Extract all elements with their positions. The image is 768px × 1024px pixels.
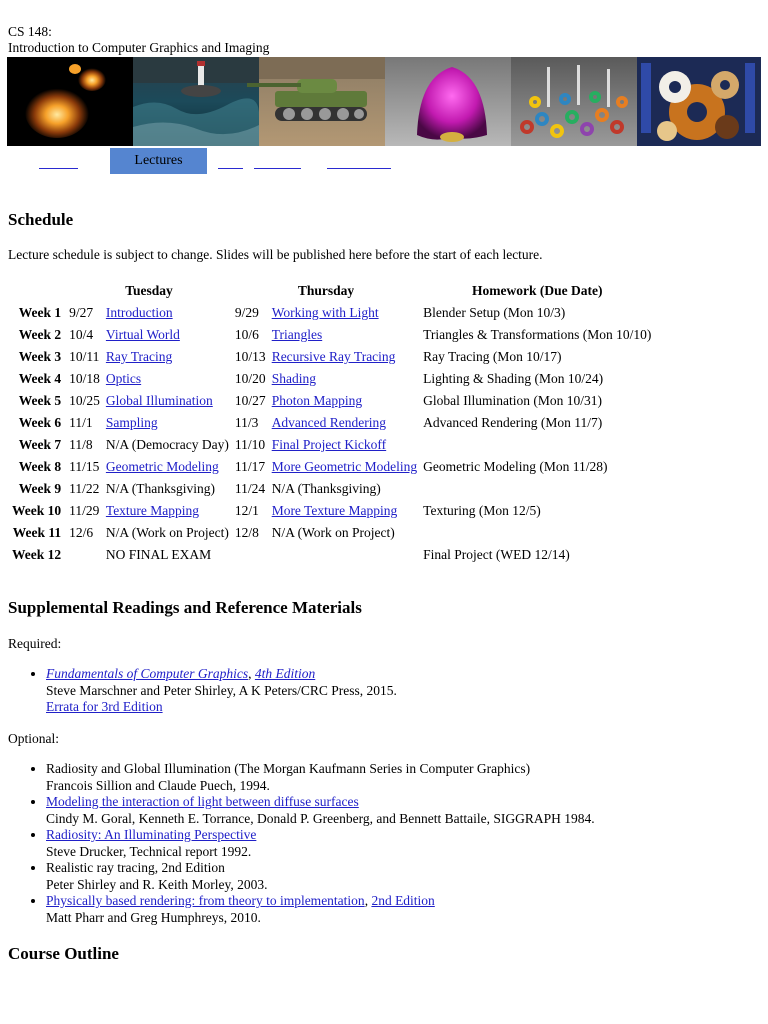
- table-row: [10, 302, 653, 324]
- list-item: [46, 794, 595, 827]
- table-row: [10, 390, 653, 412]
- required-list: [0, 666, 397, 716]
- optional-ref-5-edition-link[interactable]: 2nd Edition: [371, 893, 435, 908]
- table-row: [10, 478, 653, 500]
- tue-topic-cell: [104, 412, 231, 434]
- course-outline-heading: Course Outline: [8, 944, 119, 963]
- lecture-link[interactable]: Shading: [271, 371, 316, 386]
- course-code: CS 148:: [8, 24, 52, 39]
- week-cell: Week 4: [18, 371, 62, 386]
- tue-topic-cell: [104, 456, 231, 478]
- banner-cloth-render: [385, 57, 511, 146]
- lecture-link[interactable]: Geometric Modeling: [105, 459, 219, 474]
- table-row: [10, 456, 653, 478]
- thu-date-cell: 10/27: [234, 393, 266, 408]
- homework-cell: Global Illumination (Mon 10/31): [423, 393, 603, 408]
- tue-date-cell: 10/11: [69, 349, 100, 364]
- thu-topic-cell: [270, 368, 419, 390]
- homework-cell: [421, 522, 653, 544]
- optional-ref-5-link[interactable]: Physically based rendering: from theory to implementation: [46, 893, 365, 908]
- table-row: [10, 324, 653, 346]
- lecture-link[interactable]: Optics: [105, 371, 142, 386]
- errata-link[interactable]: Errata for 3rd Edition: [46, 699, 163, 714]
- schedule-note: Lecture schedule is subject to change. Slides will be published here before the start of each lecture.: [8, 247, 543, 262]
- thu-topic-cell: N/A (Thanksgiving): [271, 481, 381, 496]
- thu-date-cell: 9/29: [234, 305, 259, 320]
- lecture-link[interactable]: Working with Light: [271, 305, 379, 320]
- thu-date-cell: 11/3: [234, 415, 259, 430]
- homework-cell: Blender Setup (Mon 10/3): [423, 305, 566, 320]
- lecture-link[interactable]: Recursive Ray Tracing: [271, 349, 396, 364]
- thu-topic-cell: [270, 500, 419, 522]
- optional-ref-2-authors: Cindy M. Goral, Kenneth E. Torrance, Donald P. Greenberg, and Bennett Battaile, SIGGRAPH 1984.: [46, 810, 595, 826]
- col-homework: Homework (Due Date): [472, 283, 603, 298]
- tue-topic-cell: [104, 500, 231, 522]
- homework-cell: Advanced Rendering (Mon 11/7): [423, 415, 603, 430]
- thu-topic-cell: [270, 302, 419, 324]
- thu-topic-cell: N/A (Work on Project): [271, 525, 395, 540]
- optional-ref-4-authors: Peter Shirley and R. Keith Morley, 2003.: [46, 876, 268, 892]
- nav-link-4[interactable]: [327, 156, 391, 169]
- homework-cell: Triangles & Transformations (Mon 10/10): [423, 327, 652, 342]
- table-row: [10, 434, 653, 456]
- lecture-link[interactable]: Introduction: [105, 305, 173, 320]
- thu-topic-cell: [270, 544, 419, 566]
- optional-ref-3-authors: Steve Drucker, Technical report 1992.: [46, 843, 252, 859]
- lecture-link[interactable]: Ray Tracing: [105, 349, 173, 364]
- table-row: [10, 522, 653, 544]
- tue-date-cell: 11/8: [69, 437, 93, 452]
- table-row: [10, 500, 653, 522]
- tue-topic-cell: N/A (Democracy Day): [105, 437, 229, 452]
- thu-date-cell: [233, 544, 268, 566]
- col-thursday: Thursday: [297, 283, 355, 298]
- optional-ref-1-title: Radiosity and Global Illumination (The Morgan Kaufmann Series in Computer Graphics): [46, 761, 531, 776]
- schedule-header-row: [10, 280, 653, 302]
- tue-date-cell: 12/6: [69, 525, 94, 540]
- tue-topic-cell: [104, 302, 231, 324]
- optional-label: Optional:: [8, 731, 59, 746]
- schedule-table: [8, 280, 655, 566]
- tue-date-cell: 9/27: [69, 305, 94, 320]
- tue-date-cell: 10/4: [69, 327, 94, 342]
- tue-date-cell: 10/25: [69, 393, 100, 408]
- lecture-link[interactable]: Triangles: [271, 327, 323, 342]
- thu-date-cell: 10/6: [234, 327, 259, 342]
- required-book-edition-link[interactable]: 4th Edition: [254, 666, 316, 681]
- lecture-link[interactable]: Sampling: [105, 415, 158, 430]
- homework-cell: Final Project (WED 12/14): [423, 547, 570, 562]
- thu-topic-cell: [270, 456, 419, 478]
- banner-rings-render: [511, 57, 637, 146]
- banner-image-strip: [7, 57, 761, 146]
- banner-donuts-render: [637, 57, 761, 146]
- table-row: [10, 544, 653, 566]
- week-cell: Week 11: [12, 525, 62, 540]
- table-row: [10, 412, 653, 434]
- thu-topic-cell: [270, 346, 419, 368]
- homework-cell: Texturing (Mon 12/5): [423, 503, 541, 518]
- week-cell: Week 6: [18, 415, 62, 430]
- list-item: • Fundamentals of Computer Graphics, 4th Edition Steve Marschner and Peter Shirley, A K Peters/CRC Press, 2015. Errata for 3rd Edition: [46, 666, 397, 716]
- nav-tab-lectures[interactable]: Lectures: [110, 148, 207, 174]
- homework-cell: [421, 478, 653, 500]
- required-book-authors: Steve Marschner and Peter Shirley, A K Peters/CRC Press, 2015.: [46, 682, 397, 698]
- tue-topic-cell: N/A (Work on Project): [105, 525, 229, 540]
- required-label: Required:: [8, 636, 62, 651]
- table-row: [10, 346, 653, 368]
- tue-topic-cell: [104, 368, 231, 390]
- lecture-link[interactable]: Virtual World: [105, 327, 180, 342]
- thu-date-cell: 12/8: [234, 525, 259, 540]
- schedule-body: [10, 302, 653, 566]
- banner-fire-render: [7, 57, 133, 146]
- tue-date-cell: 11/15: [69, 459, 100, 474]
- tue-date-cell: 11/22: [69, 481, 100, 496]
- required-book-title-link[interactable]: Fundamentals of Computer Graphics: [46, 666, 249, 681]
- list-item: • Physically based rendering: from theory to implementation, 2nd Edition Matt Pharr and Greg Humphreys, 2010.: [46, 893, 595, 926]
- thu-date-cell: 11/17: [234, 459, 266, 474]
- thu-date-cell: 11/10: [234, 437, 266, 452]
- thu-topic-cell: [270, 434, 419, 456]
- nav-link-2[interactable]: [218, 156, 243, 169]
- tue-topic-cell: [104, 346, 231, 368]
- banner-tank-render: [247, 57, 385, 146]
- optional-ref-4-title: Realistic ray tracing, 2nd Edition: [46, 860, 225, 875]
- course-title: [8, 24, 269, 56]
- list-item: [46, 761, 595, 794]
- thu-topic-cell: [270, 324, 419, 346]
- week-cell: Week 8: [18, 459, 62, 474]
- thu-date-cell: 12/1: [234, 503, 259, 518]
- homework-cell: [421, 434, 653, 456]
- lecture-link[interactable]: Texture Mapping: [105, 503, 200, 518]
- course-name: Introduction to Computer Graphics and Imaging: [8, 40, 270, 55]
- homework-cell: Geometric Modeling (Mon 11/28): [423, 459, 608, 474]
- tue-date-cell: [67, 544, 102, 566]
- tue-date-cell: 10/18: [69, 371, 100, 386]
- week-cell: Week 1: [18, 305, 62, 320]
- nav-bar: [0, 148, 768, 176]
- table-row: [10, 368, 653, 390]
- banner-lighthouse-render: [133, 57, 259, 146]
- tue-date-cell: 11/1: [69, 415, 93, 430]
- nav-link-1[interactable]: [39, 156, 78, 169]
- thu-date-cell: 10/20: [234, 371, 266, 386]
- week-cell: Week 2: [18, 327, 62, 342]
- week-cell: Week 10: [12, 503, 62, 518]
- list-item: [46, 827, 595, 860]
- lecture-link[interactable]: More Texture Mapping: [271, 503, 398, 518]
- tue-topic-cell: N/A (Thanksgiving): [105, 481, 216, 496]
- week-cell: Week 5: [18, 393, 62, 408]
- optional-ref-3-link[interactable]: Radiosity: An Illuminating Perspective: [46, 827, 257, 842]
- thu-topic-cell: [270, 390, 419, 412]
- tue-topic-cell: NO FINAL EXAM: [105, 547, 212, 562]
- tue-topic-cell: [104, 324, 231, 346]
- col-tuesday: Tuesday: [125, 283, 173, 298]
- lecture-link[interactable]: More Geometric Modeling: [271, 459, 418, 474]
- homework-cell: Lighting & Shading (Mon 10/24): [423, 371, 604, 386]
- lecture-link[interactable]: Final Project Kickoff: [271, 437, 387, 452]
- tue-date-cell: 11/29: [69, 503, 100, 518]
- tue-topic-cell: [104, 390, 231, 412]
- optional-ref-1-authors: Francois Sillion and Claude Puech, 1994.: [46, 777, 270, 793]
- lecture-link[interactable]: Global Illumination: [105, 393, 213, 408]
- col-week: [10, 280, 65, 302]
- thu-date-cell: 11/24: [234, 481, 266, 496]
- lecture-link[interactable]: Photon Mapping: [271, 393, 363, 408]
- week-cell: Week 7: [18, 437, 62, 452]
- readings-heading: Supplemental Readings and Reference Materials: [8, 598, 362, 617]
- lecture-link[interactable]: Advanced Rendering: [271, 415, 387, 430]
- optional-ref-2-link[interactable]: Modeling the interaction of light between diffuse surfaces: [46, 794, 359, 809]
- schedule-heading: Schedule: [8, 210, 74, 229]
- nav-link-3[interactable]: [254, 156, 301, 169]
- thu-date-cell: 10/13: [234, 349, 266, 364]
- week-cell: Week 12: [12, 547, 62, 562]
- list-item: [46, 860, 595, 893]
- optional-ref-5-authors: Matt Pharr and Greg Humphreys, 2010.: [46, 909, 261, 925]
- week-cell: Week 3: [18, 349, 62, 364]
- homework-cell: Ray Tracing (Mon 10/17): [423, 349, 562, 364]
- optional-list: [0, 761, 595, 926]
- thu-topic-cell: [270, 412, 419, 434]
- week-cell: Week 9: [18, 481, 62, 496]
